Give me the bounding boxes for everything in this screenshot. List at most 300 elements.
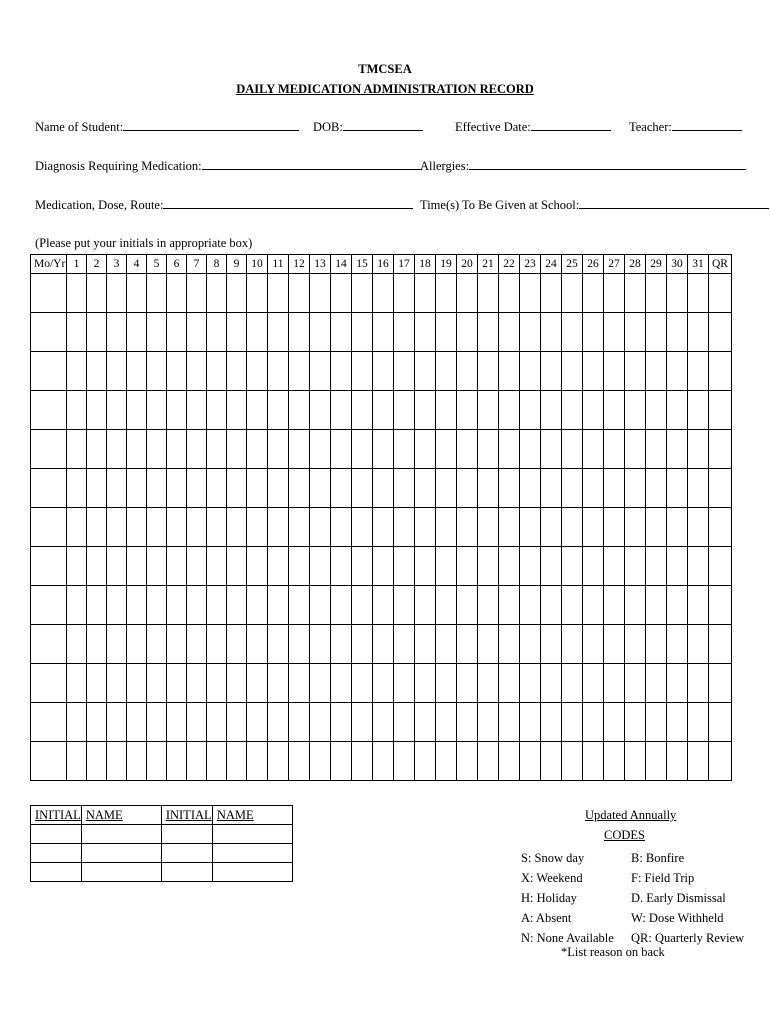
day-cell[interactable] [436, 430, 457, 469]
day-cell[interactable] [394, 391, 415, 430]
day-cell[interactable] [583, 547, 604, 586]
day-cell[interactable] [127, 742, 147, 781]
day-cell[interactable] [331, 430, 352, 469]
day-cell[interactable] [415, 469, 436, 508]
day-cell[interactable] [167, 274, 187, 313]
day-cell[interactable] [227, 703, 247, 742]
teacher-line[interactable] [672, 120, 742, 131]
day-cell[interactable] [87, 313, 107, 352]
day-cell[interactable] [127, 391, 147, 430]
day-cell[interactable] [604, 703, 625, 742]
day-cell[interactable] [373, 547, 394, 586]
day-cell[interactable] [373, 352, 394, 391]
day-cell[interactable] [541, 274, 562, 313]
day-cell[interactable] [67, 469, 87, 508]
times-field[interactable] [420, 198, 769, 213]
day-cell[interactable] [604, 508, 625, 547]
day-cell[interactable] [625, 352, 646, 391]
day-cell[interactable] [352, 430, 373, 469]
day-cell[interactable] [604, 469, 625, 508]
day-cell[interactable] [87, 664, 107, 703]
day-cell[interactable] [247, 547, 268, 586]
qr-cell[interactable] [709, 508, 732, 547]
day-cell[interactable] [227, 430, 247, 469]
day-cell[interactable] [187, 313, 207, 352]
day-cell[interactable] [688, 586, 709, 625]
day-cell[interactable] [247, 508, 268, 547]
day-cell[interactable] [667, 547, 688, 586]
day-cell[interactable] [207, 547, 227, 586]
day-cell[interactable] [394, 430, 415, 469]
day-cell[interactable] [227, 352, 247, 391]
day-cell[interactable] [604, 547, 625, 586]
day-cell[interactable] [187, 352, 207, 391]
day-cell[interactable] [227, 547, 247, 586]
qr-cell[interactable] [709, 547, 732, 586]
day-cell[interactable] [331, 586, 352, 625]
day-cell[interactable] [268, 703, 289, 742]
day-cell[interactable] [289, 391, 310, 430]
day-cell[interactable] [87, 469, 107, 508]
day-cell[interactable] [107, 313, 127, 352]
day-cell[interactable] [67, 625, 87, 664]
day-cell[interactable] [373, 469, 394, 508]
day-cell[interactable] [207, 274, 227, 313]
day-cell[interactable] [625, 586, 646, 625]
initial-cell[interactable] [161, 863, 212, 882]
day-cell[interactable] [541, 547, 562, 586]
qr-cell[interactable] [709, 586, 732, 625]
day-cell[interactable] [415, 274, 436, 313]
day-cell[interactable] [646, 586, 667, 625]
day-cell[interactable] [394, 547, 415, 586]
day-cell[interactable] [604, 391, 625, 430]
day-cell[interactable] [127, 469, 147, 508]
day-cell[interactable] [688, 313, 709, 352]
day-cell[interactable] [67, 547, 87, 586]
day-cell[interactable] [667, 274, 688, 313]
day-cell[interactable] [415, 586, 436, 625]
day-cell[interactable] [604, 313, 625, 352]
day-cell[interactable] [457, 547, 478, 586]
initial-cell[interactable] [31, 863, 82, 882]
day-cell[interactable] [227, 586, 247, 625]
day-cell[interactable] [127, 274, 147, 313]
mo-yr-cell[interactable] [31, 664, 67, 703]
day-cell[interactable] [352, 664, 373, 703]
day-cell[interactable] [541, 469, 562, 508]
day-cell[interactable] [247, 352, 268, 391]
day-cell[interactable] [352, 313, 373, 352]
day-cell[interactable] [415, 664, 436, 703]
day-cell[interactable] [562, 742, 583, 781]
day-cell[interactable] [520, 508, 541, 547]
day-cell[interactable] [541, 352, 562, 391]
day-cell[interactable] [107, 430, 127, 469]
mo-yr-cell[interactable] [31, 469, 67, 508]
day-cell[interactable] [562, 547, 583, 586]
day-cell[interactable] [87, 586, 107, 625]
day-cell[interactable] [646, 352, 667, 391]
day-cell[interactable] [646, 703, 667, 742]
day-cell[interactable] [187, 547, 207, 586]
day-cell[interactable] [187, 742, 207, 781]
day-cell[interactable] [415, 313, 436, 352]
day-cell[interactable] [289, 586, 310, 625]
day-cell[interactable] [310, 547, 331, 586]
medication-line[interactable] [163, 198, 413, 209]
day-cell[interactable] [289, 352, 310, 391]
dob-line[interactable] [343, 120, 423, 131]
name-cell[interactable] [81, 844, 161, 863]
day-cell[interactable] [268, 352, 289, 391]
day-cell[interactable] [167, 703, 187, 742]
day-cell[interactable] [167, 430, 187, 469]
day-cell[interactable] [478, 625, 499, 664]
day-cell[interactable] [227, 742, 247, 781]
day-cell[interactable] [289, 703, 310, 742]
day-cell[interactable] [583, 430, 604, 469]
day-cell[interactable] [373, 586, 394, 625]
day-cell[interactable] [688, 508, 709, 547]
day-cell[interactable] [583, 664, 604, 703]
day-cell[interactable] [268, 391, 289, 430]
day-cell[interactable] [625, 469, 646, 508]
day-cell[interactable] [457, 430, 478, 469]
day-cell[interactable] [289, 430, 310, 469]
day-cell[interactable] [67, 742, 87, 781]
day-cell[interactable] [541, 430, 562, 469]
day-cell[interactable] [207, 313, 227, 352]
day-cell[interactable] [520, 547, 541, 586]
day-cell[interactable] [331, 547, 352, 586]
day-cell[interactable] [478, 274, 499, 313]
day-cell[interactable] [646, 313, 667, 352]
student-name-field[interactable] [35, 120, 299, 135]
day-cell[interactable] [583, 586, 604, 625]
day-cell[interactable] [147, 274, 167, 313]
mo-yr-cell[interactable] [31, 313, 67, 352]
day-cell[interactable] [436, 313, 457, 352]
day-cell[interactable] [604, 625, 625, 664]
day-cell[interactable] [688, 547, 709, 586]
day-cell[interactable] [187, 586, 207, 625]
day-cell[interactable] [268, 625, 289, 664]
mo-yr-cell[interactable] [31, 703, 67, 742]
day-cell[interactable] [289, 313, 310, 352]
day-cell[interactable] [187, 508, 207, 547]
day-cell[interactable] [562, 352, 583, 391]
day-cell[interactable] [147, 508, 167, 547]
day-cell[interactable] [478, 586, 499, 625]
day-cell[interactable] [127, 313, 147, 352]
day-cell[interactable] [562, 391, 583, 430]
day-cell[interactable] [436, 469, 457, 508]
day-cell[interactable] [167, 625, 187, 664]
day-cell[interactable] [562, 664, 583, 703]
day-cell[interactable] [541, 391, 562, 430]
day-cell[interactable] [667, 742, 688, 781]
day-cell[interactable] [67, 430, 87, 469]
day-cell[interactable] [646, 430, 667, 469]
day-cell[interactable] [436, 742, 457, 781]
day-cell[interactable] [604, 664, 625, 703]
day-cell[interactable] [688, 625, 709, 664]
teacher-field[interactable] [629, 120, 742, 135]
day-cell[interactable] [499, 352, 520, 391]
day-cell[interactable] [478, 391, 499, 430]
day-cell[interactable] [167, 742, 187, 781]
day-cell[interactable] [478, 352, 499, 391]
day-cell[interactable] [499, 430, 520, 469]
day-cell[interactable] [310, 625, 331, 664]
day-cell[interactable] [247, 274, 268, 313]
mo-yr-cell[interactable] [31, 625, 67, 664]
day-cell[interactable] [207, 625, 227, 664]
day-cell[interactable] [625, 664, 646, 703]
day-cell[interactable] [268, 274, 289, 313]
day-cell[interactable] [147, 664, 167, 703]
day-cell[interactable] [499, 625, 520, 664]
day-cell[interactable] [478, 430, 499, 469]
day-cell[interactable] [373, 664, 394, 703]
day-cell[interactable] [478, 508, 499, 547]
day-cell[interactable] [87, 352, 107, 391]
day-cell[interactable] [688, 469, 709, 508]
day-cell[interactable] [415, 625, 436, 664]
day-cell[interactable] [268, 508, 289, 547]
day-cell[interactable] [436, 547, 457, 586]
day-cell[interactable] [604, 586, 625, 625]
day-cell[interactable] [604, 430, 625, 469]
day-cell[interactable] [187, 469, 207, 508]
day-cell[interactable] [147, 313, 167, 352]
day-cell[interactable] [289, 508, 310, 547]
day-cell[interactable] [625, 391, 646, 430]
day-cell[interactable] [107, 547, 127, 586]
day-cell[interactable] [562, 508, 583, 547]
day-cell[interactable] [478, 313, 499, 352]
day-cell[interactable] [331, 274, 352, 313]
day-cell[interactable] [625, 703, 646, 742]
day-cell[interactable] [352, 469, 373, 508]
day-cell[interactable] [207, 430, 227, 469]
day-cell[interactable] [499, 508, 520, 547]
day-cell[interactable] [127, 664, 147, 703]
day-cell[interactable] [167, 391, 187, 430]
day-cell[interactable] [541, 664, 562, 703]
day-cell[interactable] [352, 586, 373, 625]
day-cell[interactable] [541, 742, 562, 781]
day-cell[interactable] [625, 742, 646, 781]
day-cell[interactable] [310, 274, 331, 313]
day-cell[interactable] [127, 352, 147, 391]
day-cell[interactable] [415, 391, 436, 430]
day-cell[interactable] [352, 703, 373, 742]
day-cell[interactable] [562, 313, 583, 352]
day-cell[interactable] [207, 508, 227, 547]
day-cell[interactable] [87, 742, 107, 781]
day-cell[interactable] [373, 313, 394, 352]
day-cell[interactable] [67, 352, 87, 391]
day-cell[interactable] [499, 664, 520, 703]
day-cell[interactable] [436, 391, 457, 430]
day-cell[interactable] [310, 391, 331, 430]
day-cell[interactable] [436, 586, 457, 625]
day-cell[interactable] [289, 664, 310, 703]
day-cell[interactable] [227, 274, 247, 313]
day-cell[interactable] [289, 274, 310, 313]
day-cell[interactable] [147, 703, 167, 742]
day-cell[interactable] [394, 586, 415, 625]
day-cell[interactable] [562, 586, 583, 625]
day-cell[interactable] [107, 742, 127, 781]
day-cell[interactable] [289, 742, 310, 781]
day-cell[interactable] [87, 274, 107, 313]
day-cell[interactable] [67, 274, 87, 313]
day-cell[interactable] [167, 547, 187, 586]
day-cell[interactable] [667, 391, 688, 430]
day-cell[interactable] [247, 313, 268, 352]
day-cell[interactable] [127, 586, 147, 625]
day-cell[interactable] [268, 430, 289, 469]
day-cell[interactable] [541, 586, 562, 625]
day-cell[interactable] [331, 313, 352, 352]
day-cell[interactable] [247, 625, 268, 664]
day-cell[interactable] [207, 352, 227, 391]
qr-cell[interactable] [709, 352, 732, 391]
day-cell[interactable] [583, 274, 604, 313]
day-cell[interactable] [352, 508, 373, 547]
day-cell[interactable] [646, 469, 667, 508]
day-cell[interactable] [457, 508, 478, 547]
day-cell[interactable] [499, 391, 520, 430]
day-cell[interactable] [310, 508, 331, 547]
day-cell[interactable] [187, 391, 207, 430]
student-name-line[interactable] [123, 120, 299, 131]
day-cell[interactable] [107, 274, 127, 313]
allergies-line[interactable] [469, 159, 746, 170]
day-cell[interactable] [352, 391, 373, 430]
qr-cell[interactable] [709, 664, 732, 703]
day-cell[interactable] [310, 430, 331, 469]
day-cell[interactable] [415, 742, 436, 781]
day-cell[interactable] [107, 625, 127, 664]
day-cell[interactable] [187, 664, 207, 703]
day-cell[interactable] [394, 352, 415, 391]
day-cell[interactable] [107, 352, 127, 391]
day-cell[interactable] [167, 352, 187, 391]
day-cell[interactable] [394, 703, 415, 742]
day-cell[interactable] [688, 703, 709, 742]
day-cell[interactable] [394, 742, 415, 781]
day-cell[interactable] [457, 625, 478, 664]
day-cell[interactable] [147, 352, 167, 391]
day-cell[interactable] [227, 664, 247, 703]
day-cell[interactable] [520, 625, 541, 664]
day-cell[interactable] [625, 313, 646, 352]
day-cell[interactable] [436, 664, 457, 703]
day-cell[interactable] [167, 664, 187, 703]
day-cell[interactable] [604, 274, 625, 313]
day-cell[interactable] [394, 313, 415, 352]
day-cell[interactable] [478, 547, 499, 586]
day-cell[interactable] [499, 469, 520, 508]
day-cell[interactable] [127, 625, 147, 664]
day-cell[interactable] [667, 625, 688, 664]
day-cell[interactable] [688, 430, 709, 469]
day-cell[interactable] [394, 625, 415, 664]
diagnosis-field[interactable] [35, 159, 422, 174]
day-cell[interactable] [436, 508, 457, 547]
day-cell[interactable] [352, 625, 373, 664]
day-cell[interactable] [520, 313, 541, 352]
qr-cell[interactable] [709, 742, 732, 781]
qr-cell[interactable] [709, 313, 732, 352]
qr-cell[interactable] [709, 625, 732, 664]
day-cell[interactable] [87, 625, 107, 664]
day-cell[interactable] [187, 625, 207, 664]
qr-cell[interactable] [709, 274, 732, 313]
day-cell[interactable] [67, 391, 87, 430]
day-cell[interactable] [289, 625, 310, 664]
day-cell[interactable] [67, 586, 87, 625]
day-cell[interactable] [436, 625, 457, 664]
day-cell[interactable] [667, 508, 688, 547]
day-cell[interactable] [520, 742, 541, 781]
day-cell[interactable] [457, 391, 478, 430]
day-cell[interactable] [227, 313, 247, 352]
day-cell[interactable] [107, 469, 127, 508]
day-cell[interactable] [625, 430, 646, 469]
day-cell[interactable] [127, 547, 147, 586]
day-cell[interactable] [583, 313, 604, 352]
day-cell[interactable] [415, 508, 436, 547]
day-cell[interactable] [646, 391, 667, 430]
day-cell[interactable] [688, 742, 709, 781]
day-cell[interactable] [625, 274, 646, 313]
day-cell[interactable] [107, 391, 127, 430]
qr-cell[interactable] [709, 430, 732, 469]
name-cell[interactable] [81, 863, 161, 882]
day-cell[interactable] [499, 313, 520, 352]
day-cell[interactable] [457, 703, 478, 742]
day-cell[interactable] [247, 742, 268, 781]
day-cell[interactable] [352, 742, 373, 781]
day-cell[interactable] [520, 391, 541, 430]
day-cell[interactable] [247, 430, 268, 469]
day-cell[interactable] [310, 664, 331, 703]
day-cell[interactable] [457, 352, 478, 391]
day-cell[interactable] [667, 469, 688, 508]
day-cell[interactable] [583, 625, 604, 664]
day-cell[interactable] [646, 742, 667, 781]
day-cell[interactable] [436, 274, 457, 313]
day-cell[interactable] [147, 391, 167, 430]
day-cell[interactable] [667, 352, 688, 391]
mo-yr-cell[interactable] [31, 586, 67, 625]
day-cell[interactable] [227, 508, 247, 547]
day-cell[interactable] [541, 508, 562, 547]
day-cell[interactable] [394, 508, 415, 547]
initial-cell[interactable] [31, 844, 82, 863]
day-cell[interactable] [227, 469, 247, 508]
day-cell[interactable] [107, 586, 127, 625]
day-cell[interactable] [436, 352, 457, 391]
day-cell[interactable] [583, 469, 604, 508]
day-cell[interactable] [583, 508, 604, 547]
day-cell[interactable] [87, 391, 107, 430]
